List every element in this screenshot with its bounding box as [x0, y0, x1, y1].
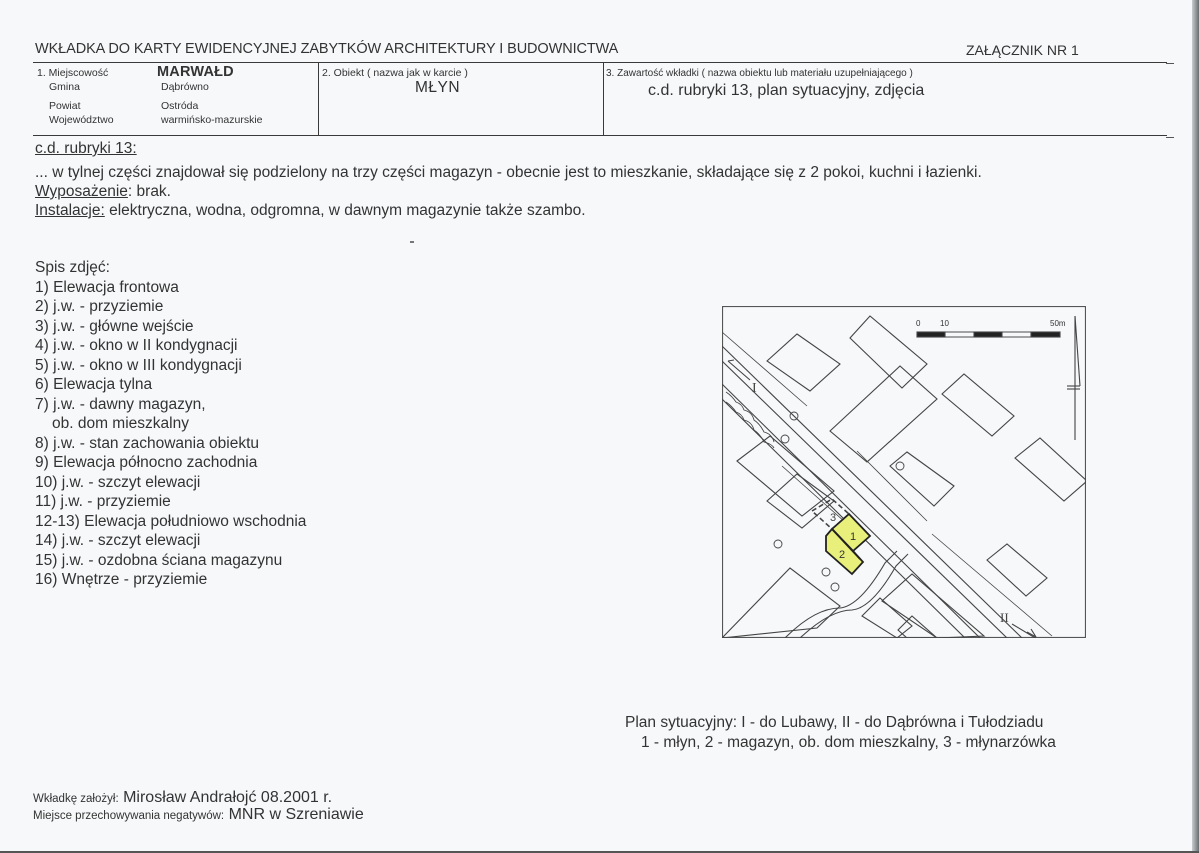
locality-value: MARWAŁD [157, 64, 234, 80]
installations-value: elektryczna, wodna, odgromna, w dawnym magazynie także szambo. [104, 202, 586, 219]
photo-list-item: 11) j.w. - przyziemie [35, 493, 171, 510]
photo-list-item: 1) Elewacja frontowa [35, 278, 179, 296]
north-arrow [1067, 316, 1080, 440]
photo-list-item: 7) j.w. - dawny magazyn, [35, 395, 206, 413]
author-line [33, 789, 332, 807]
installations-line [35, 201, 586, 220]
building-label-1: 1 [850, 531, 857, 543]
site-plan-caption-2: 1 - młyn, 2 - magazyn, ob. dom mieszkalny, 3 - młynarzówka [641, 734, 1056, 751]
rule-tick [1166, 137, 1174, 138]
photo-list-item: 14) j.w. - szczyt elewacji [35, 532, 201, 549]
photo-list-item: 6) Elewacja tylna [35, 376, 153, 393]
svg-text:0: 0 [916, 319, 921, 328]
equipment-line [35, 182, 171, 201]
rule-tick [1166, 63, 1174, 64]
powiat-label: Powiat [49, 100, 81, 112]
gmina-value: Dąbrówno [161, 81, 209, 93]
contents-value: c.d. rubryki 13, plan sytuacyjny, zdjęcia [648, 82, 925, 99]
table-top-rule [33, 62, 1167, 63]
photo-list-item: 16) Wnętrze - przyziemie [35, 571, 208, 588]
table-bottom-rule [33, 135, 1167, 136]
column-divider [603, 62, 604, 135]
photo-list [35, 258, 306, 590]
site-plan-caption-1: Plan sytuacyjny: I - do Lubawy, II - do Dąbrówna i Tułodziadu [625, 714, 1044, 731]
equipment-label: Wyposażenie [35, 183, 128, 200]
photo-list-item: 10) j.w. - szczyt elewacji [35, 473, 201, 491]
equipment-value: : brak. [127, 183, 171, 200]
road-label-ii: II [1000, 610, 1009, 625]
svg-text:10: 10 [940, 319, 949, 328]
object-label: 2. Obiekt ( nazwa jak w karcie ) [322, 67, 468, 79]
negatives-label: Miejsce przechowywania negatywów: [33, 810, 225, 822]
building-label-2: 2 [839, 549, 846, 561]
continuation-heading: c.d. rubryki 13: [35, 140, 137, 157]
wojewodztwo-label: Województwo [49, 114, 114, 126]
photo-list-heading: Spis zdjęć: [35, 259, 110, 276]
object-name: MŁYN [415, 79, 461, 96]
photo-list-item: 12-13) Elewacja południowo wschodnia [35, 512, 307, 530]
svg-text:50m: 50m [1050, 319, 1066, 328]
negatives-value: MNR w Szreniawie [228, 806, 364, 823]
continuation-text: ... w tylnej części znajdował się podzielony na trzy części magazyn - obecnie jest to mieszkanie, składające się z 2 pokoi, kuchni i łazienki. [35, 164, 982, 181]
author-label: Wkładkę założył: [33, 793, 119, 805]
photo-list-item: 4) j.w. - okno w II kondygnacji [35, 337, 238, 354]
locality-label: 1. Miejscowość [37, 67, 109, 79]
powiat-value: Ostróda [161, 100, 199, 112]
document-title: WKŁADKA DO KARTY EWIDENCYJNEJ ZABYTKÓW ARCHITEKTURY I BUDOWNICTWA [35, 41, 619, 57]
scale-bar [916, 319, 1066, 337]
column-divider [318, 62, 319, 135]
photo-list-item: 5) j.w. - okno w III kondygnacji [35, 356, 242, 374]
photo-list-item: 2) j.w. - przyziemie [35, 298, 164, 315]
photo-list-item: 15) j.w. - ozdobna ściana magazynu [35, 551, 283, 569]
author-value: Mirosław Andrałojć 08.2001 r. [123, 789, 333, 806]
scan-speck [410, 241, 414, 243]
gmina-label: Gmina [49, 81, 80, 93]
scan-edge-right [1192, 0, 1199, 853]
negatives-line [33, 806, 364, 824]
wojewodztwo-value: warmińsko-mazurskie [161, 114, 263, 126]
photo-list-item: 8) j.w. - stan zachowania obiektu [35, 434, 260, 452]
buildings-north [767, 316, 1086, 596]
installations-label: Instalacje: [35, 202, 105, 219]
photo-list-item: 9) Elewacja północno zachodnia [35, 454, 258, 471]
site-plan-map [722, 306, 1086, 638]
photo-list-item: ob. dom mieszkalny [52, 415, 189, 432]
building-label-3: 3 [830, 512, 837, 524]
annex-label: ZAŁĄCZNIK NR 1 [966, 42, 1079, 58]
contents-label: 3. Zawartość wkładki ( nazwa obiektu lub materiału uzupełniającego ) [606, 68, 913, 79]
road-label-i: I [752, 381, 757, 396]
photo-list-item: 3) j.w. - główne wejście [35, 317, 194, 335]
